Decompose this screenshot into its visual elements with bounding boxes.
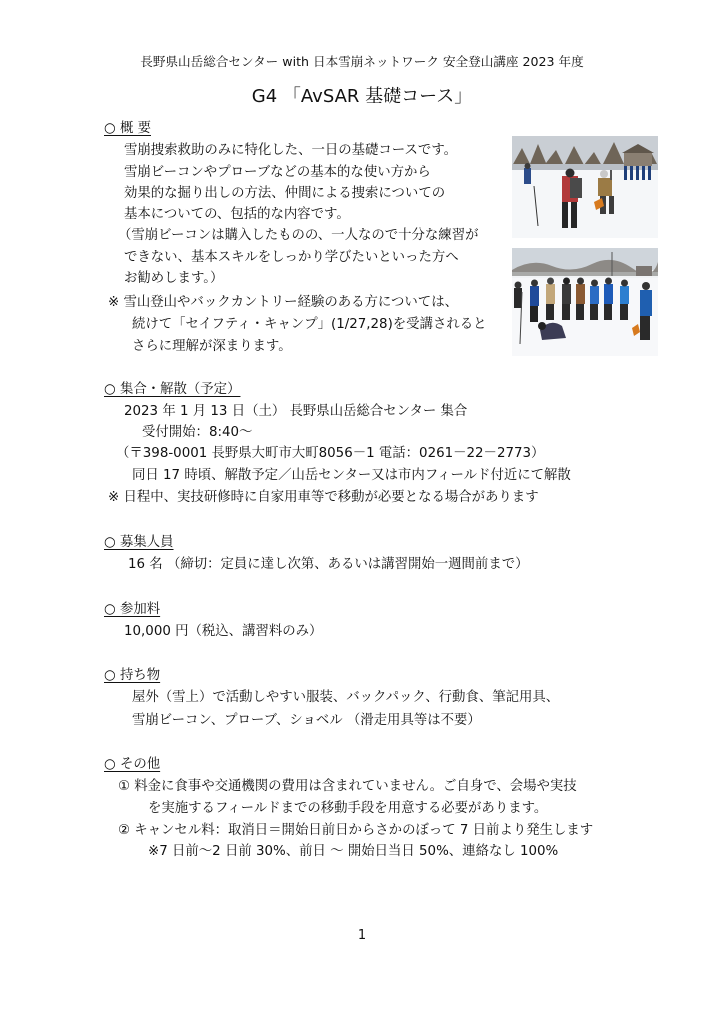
fee-line: 10,000 円（税込、講習料のみ）: [124, 624, 323, 639]
section-heading-other: ○ その他: [104, 757, 161, 772]
section-heading-meeting: ○ 集合・解散（予定）: [104, 382, 241, 397]
other-line: ※7 日前～2 日前 30%、前日 ～ 開始日当日 50%、連絡なし 100%: [148, 844, 559, 859]
meeting-line: 2023 年 1 月 13 日（土） 長野県山岳総合センター 集合: [124, 404, 468, 419]
meeting-line: ※ 日程中、実技研修時に自家用車等で移動が必要となる場合があります: [108, 490, 539, 505]
overview-line: 基本についての、包括的な内容です。: [124, 207, 350, 222]
photo-beacon-practice-illustration: [512, 136, 658, 238]
other-line: ① 料金に食事や交通機関の費用は含まれていません。ご自身で、会場や実技: [118, 779, 577, 794]
overview-line: 雪崩ビーコンやプローブなどの基本的な使い方から: [124, 165, 431, 180]
overview-line: 雪崩捜索救助のみに特化した、一日の基礎コースです。: [124, 143, 458, 158]
meeting-line: 同日 17 時頃、解散予定／山岳センター又は市内フィールド付近にて解散: [132, 468, 571, 483]
photo-beacon-practice: [512, 136, 658, 238]
capacity-line: 16 名 （締切：定員に達し次第、あるいは講習開始一週間前まで）: [128, 557, 529, 572]
other-line: ② キャンセル料：取消日＝開始日前日からさかのぼって 7 日前より発生します: [118, 823, 594, 838]
photo-probe-group-illustration: [512, 248, 658, 356]
section-heading-items: ○ 持ち物: [104, 668, 161, 683]
page-number: 1: [357, 928, 367, 943]
items-line: 屋外（雪上）で活動しやすい服装、バックパック、行動食、筆記用具、: [132, 690, 560, 705]
meeting-line: 受付開始：8:40～: [142, 425, 253, 440]
other-line: を実施するフィールドまでの移動手段を用意する必要があります。: [148, 801, 548, 816]
overview-note-line: さらに理解が深まります。: [132, 339, 292, 354]
section-heading-fee: ○ 参加料: [104, 602, 161, 617]
overview-line: （雪崩ビーコンは購入したものの、一人なので十分な練習が: [118, 228, 479, 243]
overview-note-line: 続けて「セイフティ・キャンプ」(1/27,28)を受講されると: [132, 317, 487, 332]
section-heading-capacity: ○ 募集人員: [104, 535, 174, 550]
overview-line: 効果的な掘り出しの方法、仲間による捜索についての: [124, 186, 446, 201]
photo-probe-group: [512, 248, 658, 356]
items-line: 雪崩ビーコン、プローブ、ショベル （滑走用具等は不要）: [132, 713, 481, 728]
meeting-line: （〒398-0001 長野県大町市大町8056－1 電話：0261－22－2773）: [116, 446, 545, 461]
page-title: G4 「AvSAR 基礎コース」: [251, 86, 473, 107]
overview-line: できない、基本スキルをしっかり学びたいといった方へ: [124, 250, 459, 265]
overview-line: お勧めします。）: [124, 271, 224, 286]
overview-note-line: ※ 雪山登山やバックカントリー経験のある方については、: [108, 295, 458, 310]
section-heading-overview: ○ 概 要: [104, 121, 151, 136]
document-header: 長野県山岳総合センター with 日本雪崩ネットワーク 安全登山講座 2023 年度: [140, 54, 584, 69]
